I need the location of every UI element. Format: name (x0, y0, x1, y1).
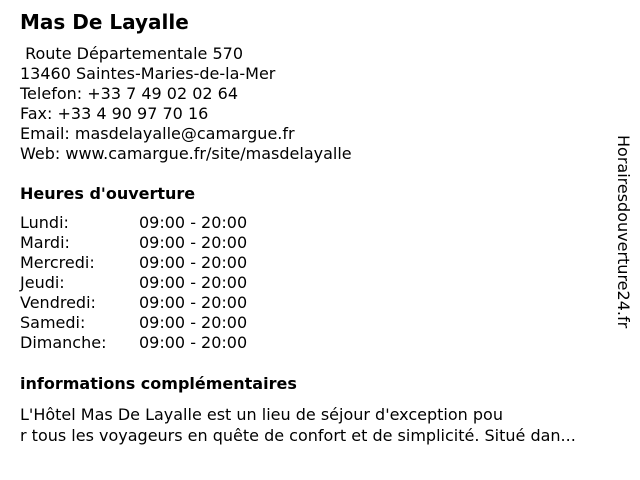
additional-info-heading: informations complémentaires (20, 374, 297, 393)
phone-number[interactable]: Telefon: +33 7 49 02 02 64 (20, 84, 239, 103)
description-line: r tous les voyageurs en quête de confort et de simplicité. Situé dan... (20, 426, 576, 445)
time-range: 09:00 - 20:00 (139, 273, 248, 292)
day-label: Vendredi: (20, 293, 96, 312)
day-label: Samedi: (20, 313, 86, 332)
opening-hours-table (20, 213, 280, 353)
hours-row-monday (20, 213, 280, 233)
street-address: Route Départementale 570 (20, 44, 243, 63)
email-address[interactable]: Email: masdelayalle@camargue.fr (20, 124, 295, 143)
time-range: 09:00 - 20:00 (139, 293, 248, 312)
city-address: 13460 Saintes-Maries-de-la-Mer (20, 64, 276, 83)
time-range: 09:00 - 20:00 (139, 213, 248, 232)
hours-row-friday (20, 293, 280, 313)
site-watermark: Horairesdouverture24.fr (614, 135, 633, 329)
hours-row-tuesday (20, 233, 280, 253)
hours-row-thursday (20, 273, 280, 293)
time-range: 09:00 - 20:00 (139, 253, 248, 272)
description-line: L'Hôtel Mas De Layalle est un lieu de séjour d'exception pou (20, 405, 503, 424)
hours-row-wednesday (20, 253, 280, 273)
additional-info-text (20, 404, 630, 446)
fax-number: Fax: +33 4 90 97 70 16 (20, 104, 209, 123)
day-label: Lundi: (20, 213, 69, 232)
day-label: Mardi: (20, 233, 70, 252)
time-range: 09:00 - 20:00 (139, 333, 248, 352)
website-link[interactable]: Web: www.camargue.fr/site/masdelayalle (20, 144, 352, 163)
hours-row-sunday (20, 333, 280, 353)
business-name: Mas De Layalle (20, 10, 189, 34)
time-range: 09:00 - 20:00 (139, 233, 248, 252)
day-label: Dimanche: (20, 333, 107, 352)
hours-row-saturday (20, 313, 280, 333)
opening-hours-heading: Heures d'ouverture (20, 184, 196, 203)
time-range: 09:00 - 20:00 (139, 313, 248, 332)
day-label: Jeudi: (20, 273, 65, 292)
day-label: Mercredi: (20, 253, 95, 272)
contact-block (20, 44, 352, 164)
